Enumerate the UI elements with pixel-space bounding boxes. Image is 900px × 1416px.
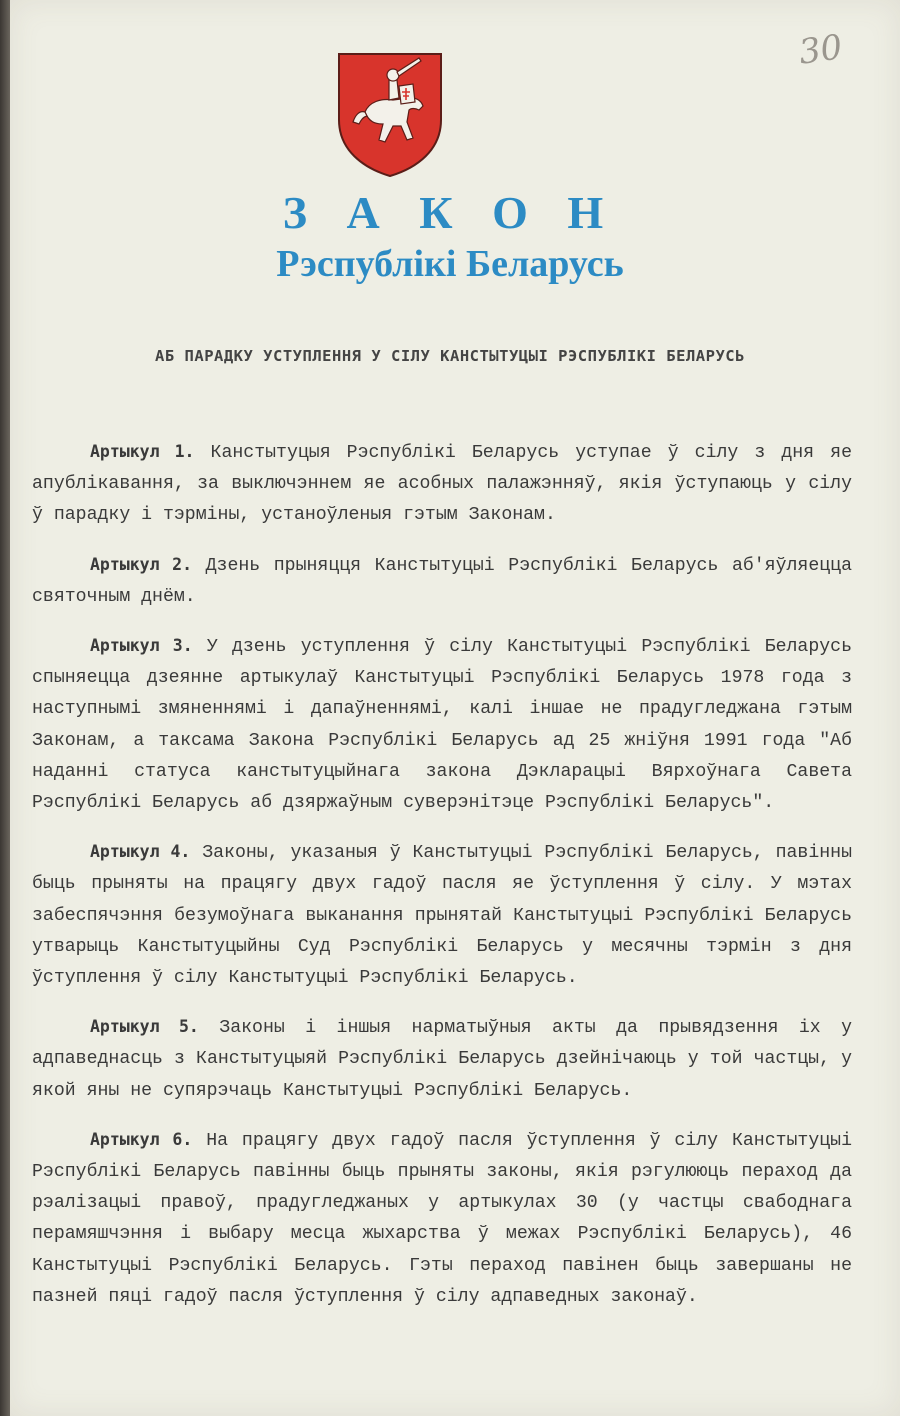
law-subtitle: Рэспублікі Беларусь [276,243,624,285]
article-text: У дзень уступлення ў сілу Канстытуцыі Рэспублікі Беларусь спыняецца дзеянне артыкулаў Канстытуцыі Рэспублікі Беларусь 1978 года з наступнымі змяненнямі і дапаўненнямі, калі іншае не прадугледжана гэтым Законам, а таксама Закона Рэспублікі Беларусь ад 25 жніўня 1991 года "Аб наданні статуса канстытуцыйнага закона Дэкларацыі Вярхоўнага Савета Рэспублікі Беларусь аб дзяржаўным суверэнітэце Рэспублікі Беларусь". [32,637,853,814]
articles-body [32,436,852,1330]
article-label: Артыкул 3. [90,636,193,656]
article-label: Артыкул 1. [90,442,195,461]
article-text: Законы, указаныя ў Канстытуцыі Рэспублікі Беларусь, павінны быць прыняты на працягу двух гадоў пасля яе ўступлення ў сілу. У мэтах забеспячэння безумоўнага выканання прынятай Канстытуцыі Рэспублікі Беларусь утварыць Канстытуцыйны Суд Рэспублікі Беларусь у месячны тэрмін з дня ўступлення ў сілу Канстытуцыі Рэспублікі Беларусь. [32,843,852,989]
article-paragraph [32,836,852,994]
page-number: 30 [796,27,845,73]
document-title: АБ ПАРАДКУ УСТУПЛЕННЯ У СІЛУ КАНСТЫТУЦЫІ РЭСПУБЛІКІ БЕЛАРУСЬ [155,347,745,365]
article-text: Канстытуцыя Рэспублікі Беларусь уступае ў сілу з дня яе апублікавання, за выключэннем яе асобных палажэнняў, якія ўступаюць у сілу ў парадку і тэрміны, устаноўленыя гэтым Законам. [32,443,852,526]
article-paragraph [32,630,852,819]
law-title: З А К О Н [282,187,618,238]
pahonia-emblem-icon [335,50,445,178]
article-paragraph [32,549,852,613]
article-label: Артыкул 2. [90,554,193,574]
article-paragraph [32,436,852,532]
article-text: На працягу двух гадоў пасля ўступлення ў сілу Канстытуцыі Рэспублікі Беларусь павінны быць прыняты законы, якія рэгулююць пераход да рэалізацыі правоў, прадугледжаных у артыкулах 30 (у частцы свабоднага перамяшчэння і выбару месца жыхарства ў межах Рэспублікі Беларусь), 46 Канстытуцыі Рэспублікі Беларусь. Гэты пераход павінен быць завершаны не пазней пяці гадоў пасля ўступлення ў сілу адпаведных законаў. [32,1130,853,1307]
article-label: Артыкул 5. [90,1017,199,1037]
article-label: Артыкул 6. [90,1129,193,1149]
article-text: Дзень прыняцця Канстытуцыі Рэспублікі Беларусь аб'яўляецца святочным днём. [32,555,852,607]
article-paragraph [32,1124,852,1313]
article-paragraph [32,1011,852,1107]
article-text: Законы і іншыя нарматыўныя акты да прывядзення іх у адпаведнасць з Канстытуцыяй Рэспублікі Беларусь дзейнічаюць у той частцы, у якой яны не супярэчаць Канстытуцыі Рэспублікі Беларусь. [32,1018,852,1101]
article-label: Артыкул 4. [90,842,191,862]
